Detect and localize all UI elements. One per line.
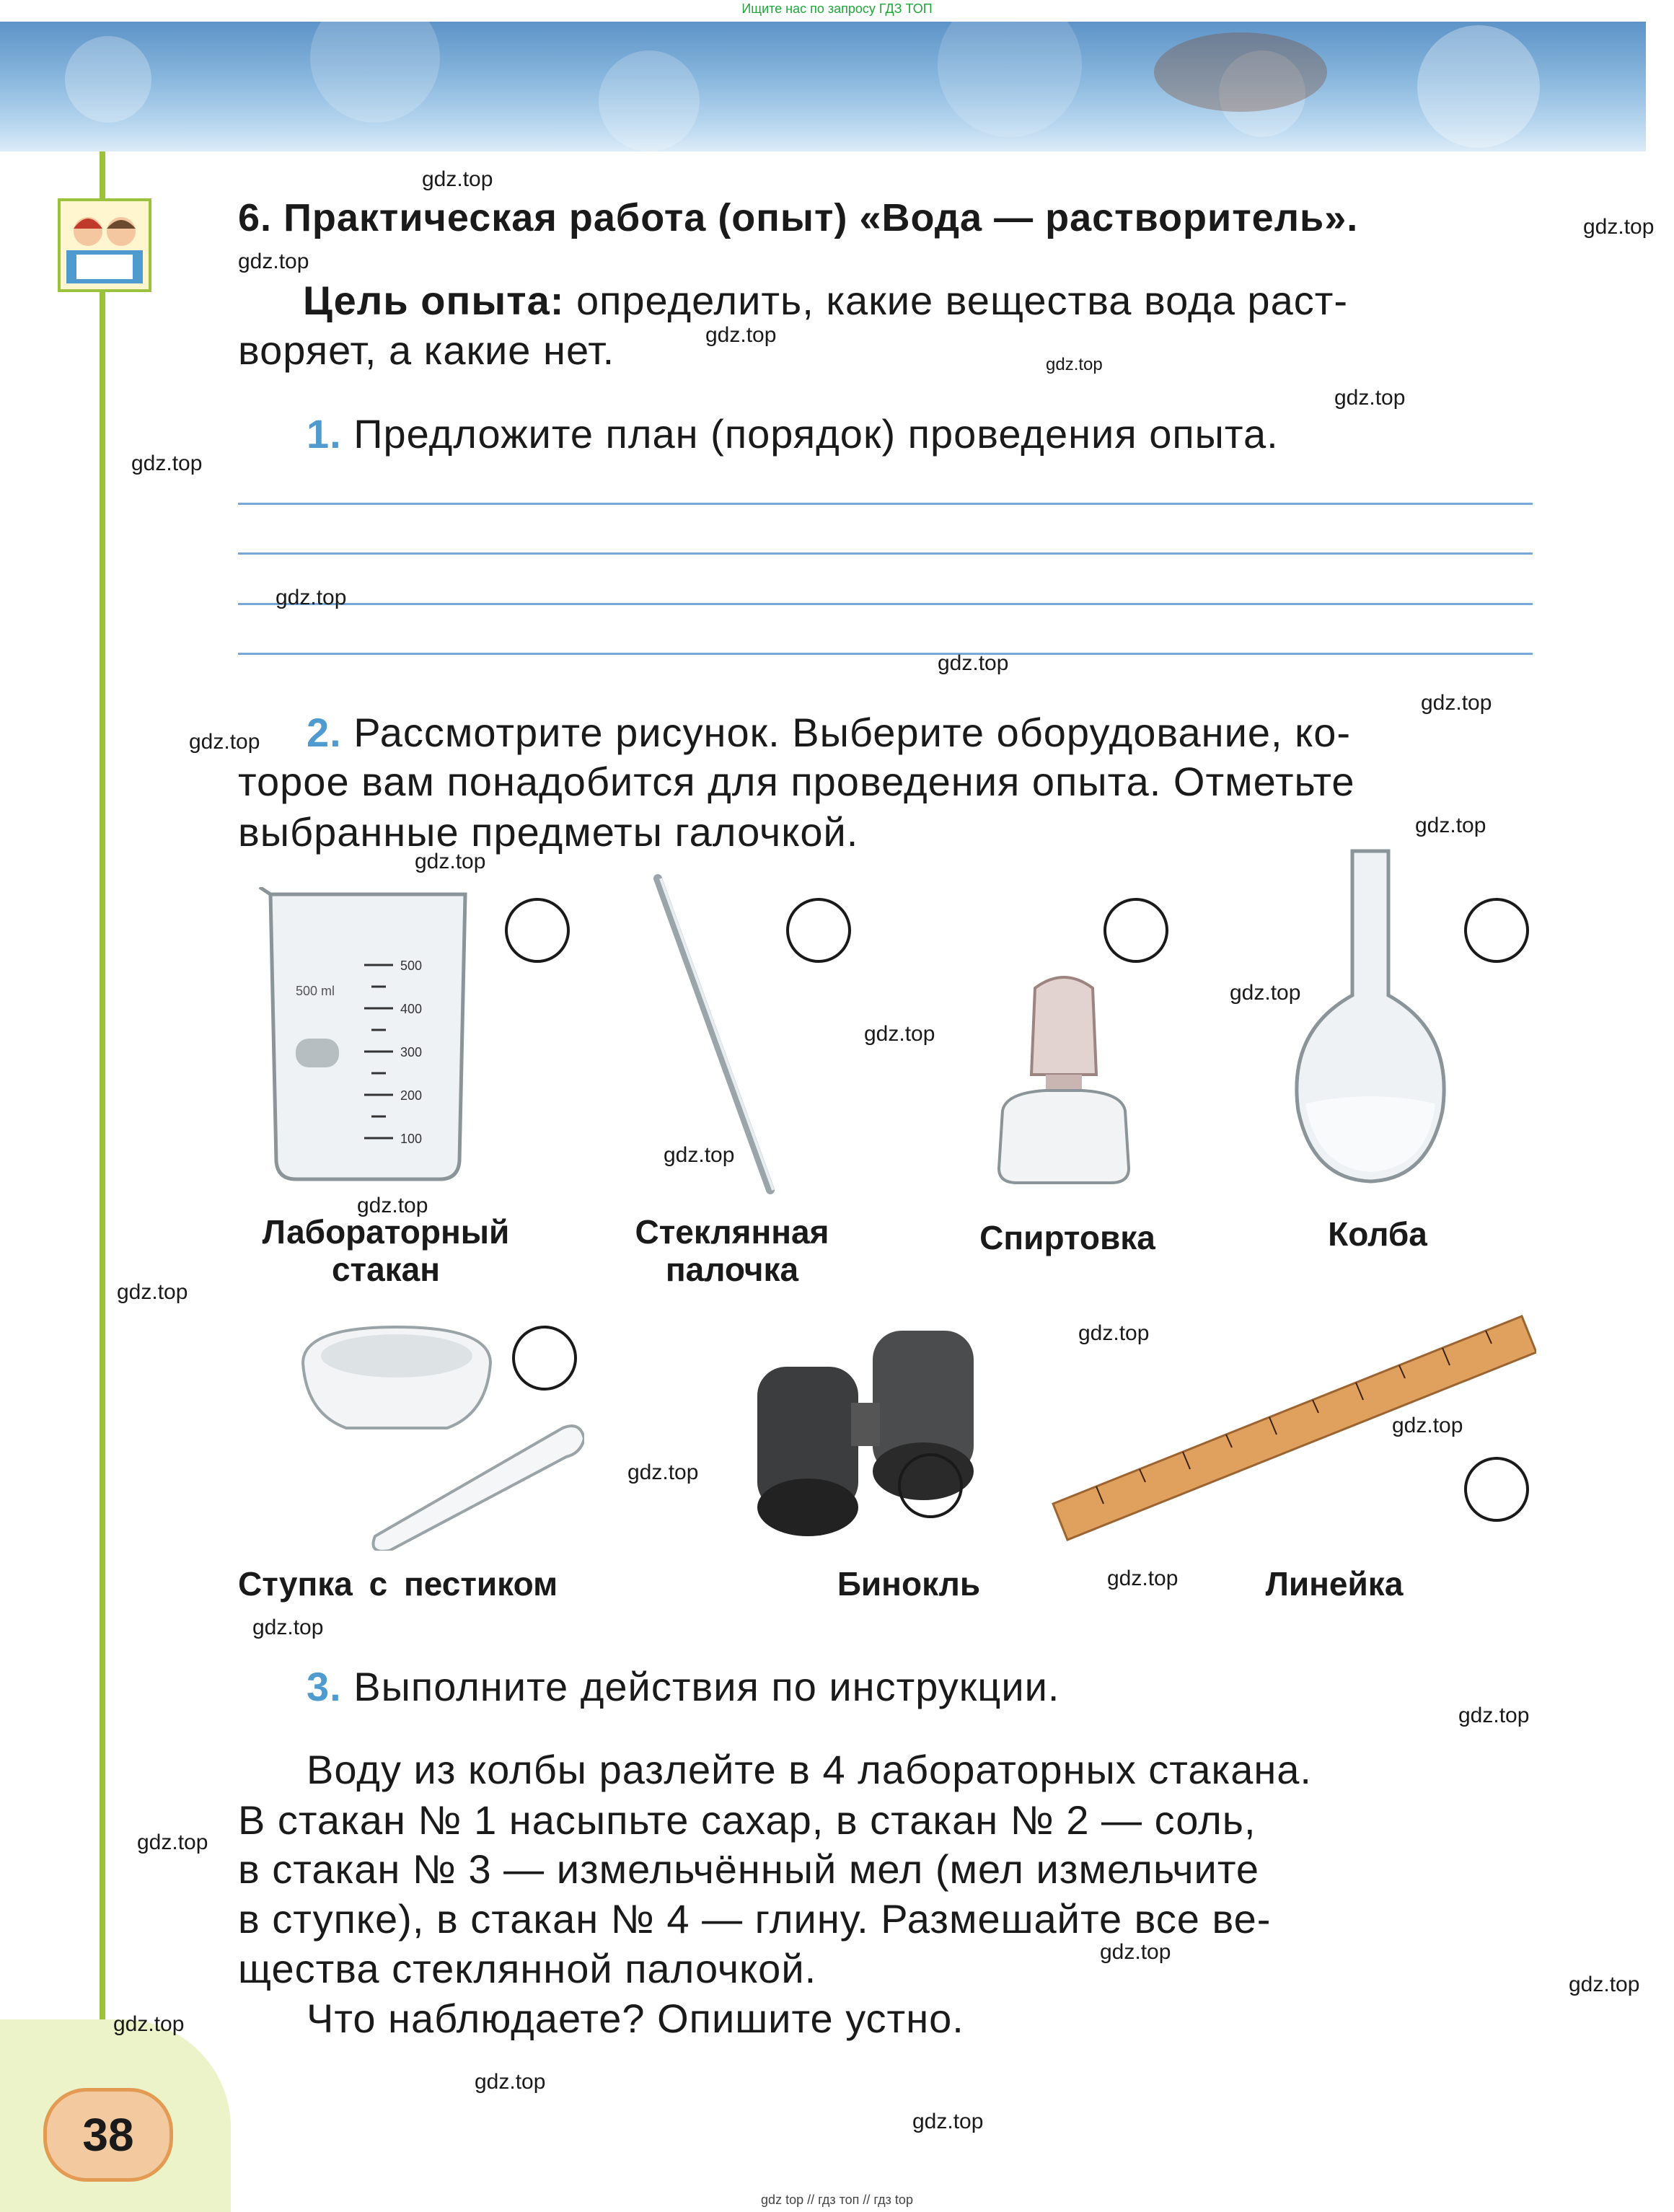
answer-line-1[interactable] [238, 503, 1533, 505]
step3-text: Выполните действия по инструкции. [353, 1664, 1060, 1709]
step2-number: 2. [307, 710, 342, 755]
beaker-checkbox[interactable] [505, 898, 570, 963]
beaker-mark-100: 100 [400, 1132, 423, 1146]
watermark: gdz.top [864, 1022, 935, 1046]
step3 [307, 1662, 1060, 1711]
flask-label: Колба [1328, 1215, 1427, 1253]
watermark: gdz.top [912, 2110, 984, 2133]
flask-checkbox[interactable] [1464, 898, 1529, 963]
watermark: gdz.top [1458, 1704, 1530, 1727]
watermark: gdz.top [357, 1194, 428, 1217]
answer-line-3[interactable] [238, 603, 1533, 605]
watermark: gdz.top [276, 586, 347, 609]
beaker-label [238, 1213, 534, 1288]
top-note: Ищите нас по запросу ГДЗ ТОП [741, 1, 933, 16]
glass-rod-label [613, 1213, 851, 1288]
glass-rod-label-2: палочка [665, 1251, 799, 1288]
goal-line-2: воряет, а какие нет. [238, 327, 615, 373]
step3-number: 3. [307, 1664, 342, 1709]
watermark: gdz.top [475, 2070, 546, 2094]
watermark: gdz.top [117, 1280, 188, 1304]
watermark: gdz.top [1078, 1321, 1150, 1345]
watermark: gdz.top [1569, 1973, 1640, 1996]
watermark: gdz.top [1415, 814, 1486, 837]
binoculars-label: Бинокль [837, 1565, 981, 1603]
watermark: gdz.top [1334, 386, 1406, 410]
watermark: gdz.top [1046, 355, 1103, 374]
step2-line-1 [307, 708, 1351, 757]
step3-p2: В стакан № 1 насыпьте сахар, в стакан № 2 — соль, [238, 1797, 1256, 1843]
margin-line [100, 151, 105, 2084]
step2-line-3: выбранные предметы галочкой. [238, 809, 859, 855]
step2-text-1: Рассмотрите рисунок. Выберите оборудование, ко- [353, 710, 1352, 755]
flask-image [1284, 844, 1457, 1194]
step1-text: Предложите план (порядок) проведения опыта. [353, 411, 1279, 457]
watermark: gdz.top [938, 651, 1009, 675]
beaker-cap-text: 500 ml [296, 984, 335, 998]
spirit-lamp-image [988, 966, 1140, 1194]
watermark: gdz.top [137, 1830, 208, 1854]
glass-rod-checkbox[interactable] [786, 898, 851, 963]
binoculars-checkbox[interactable] [898, 1453, 963, 1518]
watermark: gdz.top [1230, 981, 1301, 1005]
watermark: gdz.top [705, 323, 777, 347]
glass-rod-label-1: Стеклянная [635, 1213, 829, 1251]
task-number: 6. [238, 196, 273, 239]
watermark: gdz.top [252, 1616, 324, 1639]
footer-note: gdz top // гдз топ // гдз top [761, 2193, 913, 2207]
ruler-label: Линейка [1265, 1565, 1404, 1603]
step1 [307, 410, 1279, 459]
watermark: gdz.top [113, 2012, 185, 2036]
watermark: gdz.top [238, 250, 309, 273]
step3-p4: в ступке), в стакан № 4 — глину. Размешайте все ве- [238, 1896, 1272, 1942]
reading-kids-icon [58, 198, 151, 292]
mortar-checkbox[interactable] [512, 1326, 577, 1391]
watermark: gdz.top [131, 451, 203, 475]
step2-line-2: торое вам понадобится для проведения опыта. Отметьте [238, 759, 1355, 804]
watermark: gdz.top [627, 1460, 699, 1484]
goal-label: Цель опыта: [303, 278, 565, 323]
step3-p6: Что наблюдаете? Опишите устно. [307, 1996, 964, 2041]
beaker-mark-500: 500 [400, 959, 423, 973]
step1-number: 1. [307, 411, 342, 457]
banner-decoration [0, 22, 1646, 151]
watermark: gdz.top [1100, 1940, 1171, 1964]
watermark: gdz.top [1583, 215, 1655, 239]
goal-line-1 [303, 276, 1348, 325]
header-banner [0, 22, 1646, 151]
watermark: gdz.top [1421, 691, 1492, 715]
spirit-lamp-checkbox[interactable] [1103, 898, 1168, 963]
watermark: gdz.top [664, 1143, 735, 1167]
answer-line-2[interactable] [238, 552, 1533, 555]
watermark: gdz.top [1107, 1567, 1179, 1590]
watermark: gdz.top [1392, 1414, 1463, 1437]
beaker-mark-400: 400 [400, 1002, 423, 1016]
beaker-label-2: стакан [331, 1251, 441, 1288]
beaker-image [256, 887, 480, 1194]
ruler-checkbox[interactable] [1464, 1457, 1529, 1522]
step3-p3: в стакан № 3 — измельчённый мел (мел измельчите [238, 1846, 1259, 1892]
goal-text-1: определить, какие вещества вода раст- [576, 278, 1349, 323]
task-title-text: Практическая работа (опыт) «Вода — растворитель». [283, 196, 1359, 239]
answer-line-4[interactable] [238, 653, 1533, 655]
beaker-mark-300: 300 [400, 1045, 423, 1059]
beaker-mark-200: 200 [400, 1088, 423, 1103]
watermark: gdz.top [189, 730, 260, 754]
watermark: gdz.top [415, 850, 486, 873]
step3-p1: Воду из колбы разлейте в 4 лабораторных стакана. [307, 1747, 1312, 1792]
page-number: 38 [43, 2088, 173, 2182]
beaker-label-1: Лабораторный [262, 1213, 510, 1251]
task-title [238, 193, 1358, 242]
watermark: gdz.top [422, 167, 493, 191]
spirit-lamp-label: Спиртовка [979, 1219, 1155, 1256]
binoculars-image [728, 1309, 1017, 1551]
mortar-label: Ступка с пестиком [238, 1565, 558, 1603]
step3-p5: щества стеклянной палочкой. [238, 1946, 817, 1991]
